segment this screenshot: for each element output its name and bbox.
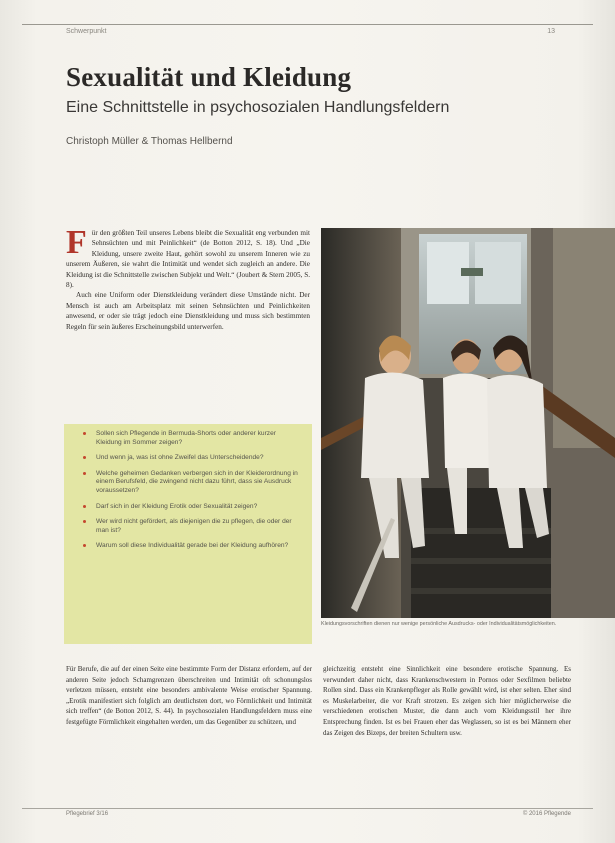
nurses-on-stairs-illustration	[321, 228, 615, 618]
question-item	[76, 518, 302, 535]
article-photo	[321, 228, 615, 618]
question-text: Welche geheimen Gedanken verbergen sich in der Kleiderordnung in einem Berufsfeld, die zwingend nicht dazu führt, dass sie Ausdruck voraussetzen?	[96, 469, 298, 494]
running-head	[22, 24, 593, 42]
question-item	[76, 542, 302, 551]
page-number: 13	[547, 28, 555, 35]
article-subtitle: Eine Schnittstelle in psychosozialen Handlungsfeldern	[66, 99, 450, 116]
article-authors: Christoph Müller & Thomas Hellbernd	[66, 136, 233, 147]
bullet-icon	[83, 456, 86, 459]
question-text: Und wenn ja, was ist ohne Zweifel das Unterscheidende?	[96, 454, 264, 462]
photo-caption: Kleidungsvorschriften dienen nur wenige persönliche Ausdrucks- oder Individualitätsmöglichkeiten.	[321, 621, 557, 627]
question-text: Sollen sich Pflegende in Bermuda-Shorts oder anderer kurzer Kleidung im Sommer zeigen?	[96, 430, 276, 446]
bullet-icon	[83, 472, 86, 475]
dropcap: F	[66, 224, 87, 261]
intro-paragraph-1	[66, 224, 310, 290]
question-item	[76, 503, 302, 512]
body-column-left: Für Berufe, die auf der einen Seite eine bestimmte Form der Distanz erfordern, auf der anderen Seite jedoch Schamgrenzen überschreiten und Intimität oft schonungslos verletzen müssen, entsteht eine besonders ambivalente Weise erotischer Spannung. „Erotik manifestiert sich folglich am deutlichsten dort, wo Förmlichkeit und Intimität sich treffen“ (de Botton 2012, S. 44). In psychosozialen Handlungsfeldern muss eine festgefügte Förmlichkeit eingehalten werden, um das Gegenüber zu schützen, und	[66, 665, 312, 726]
question-text: Wer wird nicht gefördert, als diejenigen die zu pflegen, die oder der man ist?	[96, 518, 292, 534]
footer-copyright: © 2016 Pflegende	[522, 811, 571, 817]
intro-paragraph-2: Auch eine Uniform oder Dienstkleidung verändert diese Umstände nicht. Der Mensch ist auch am Arbeitsplatz mit seinen Sehnsüchten und Peinlichkeiten anwesend, er oder sie trägt jedoch eine Dienstkleidung und muss sich bestimmten Regeln für sein äußeres Erscheinungsbild unterwerfen.	[66, 291, 310, 331]
question-item	[76, 454, 302, 463]
body-column-right: gleichzeitig entsteht eine Sinnlichkeit eine besondere erotische Spannung. Es verwundert daher nicht, dass Krankenschwestern in Pornos oder Sexfilmen beliebte Rollen sind. Dass ein Krankenpfleger als Rolle gewählt wird, ist eher selten. Eher sind es Muskelarbeiter, die vor Kraft strotzen. Es zeigen sich hier möglicherweise die verschiedenen erotischen Muster, die dann auch vom Kleidungsstil her ihre Entsprechung finden. Ist es bei Frauen eher das Weglassen, so ist es bei Männern eher das Zeigen des Bizeps, der breiten Schultern usw.	[323, 665, 571, 737]
question-item	[76, 470, 302, 496]
footer-issue: Pflegebrief 3/16	[66, 811, 109, 817]
question-box	[64, 424, 312, 644]
bullet-icon	[83, 544, 86, 547]
section-label: Schwerpunkt	[66, 28, 107, 35]
article-title: Sexualität und Kleidung	[66, 62, 352, 92]
bullet-icon	[83, 520, 86, 523]
question-item	[76, 430, 302, 447]
question-text: Darf sich in der Kleidung Erotik oder Sexualität zeigen?	[96, 502, 258, 510]
question-list	[76, 430, 302, 551]
bullet-icon	[83, 432, 86, 435]
page-footer	[22, 808, 593, 822]
bullet-icon	[83, 505, 86, 508]
question-text: Warum soll diese Individualität gerade bei der Kleidung aufhören?	[96, 542, 289, 550]
intro-text	[66, 224, 310, 332]
intro-paragraph-1-text: ür den größten Teil unseres Lebens bleibt die Sexualität eng verbunden mit Sehnsüchten und mit Peinlichkeit“ (de Botton 2012, S. 18). Und „Die Kleidung, unsere zweite Haut, gehört sowohl zu unserem Inneren wie zu unserem Äußeren, sie wahrt die Intimität und wendet sich zugleich an andere. Die Kleidung ist die Schnittstelle zwischen Subjekt und Welt.“ (Joubert & Stern 2005, S. 8).	[66, 229, 310, 290]
